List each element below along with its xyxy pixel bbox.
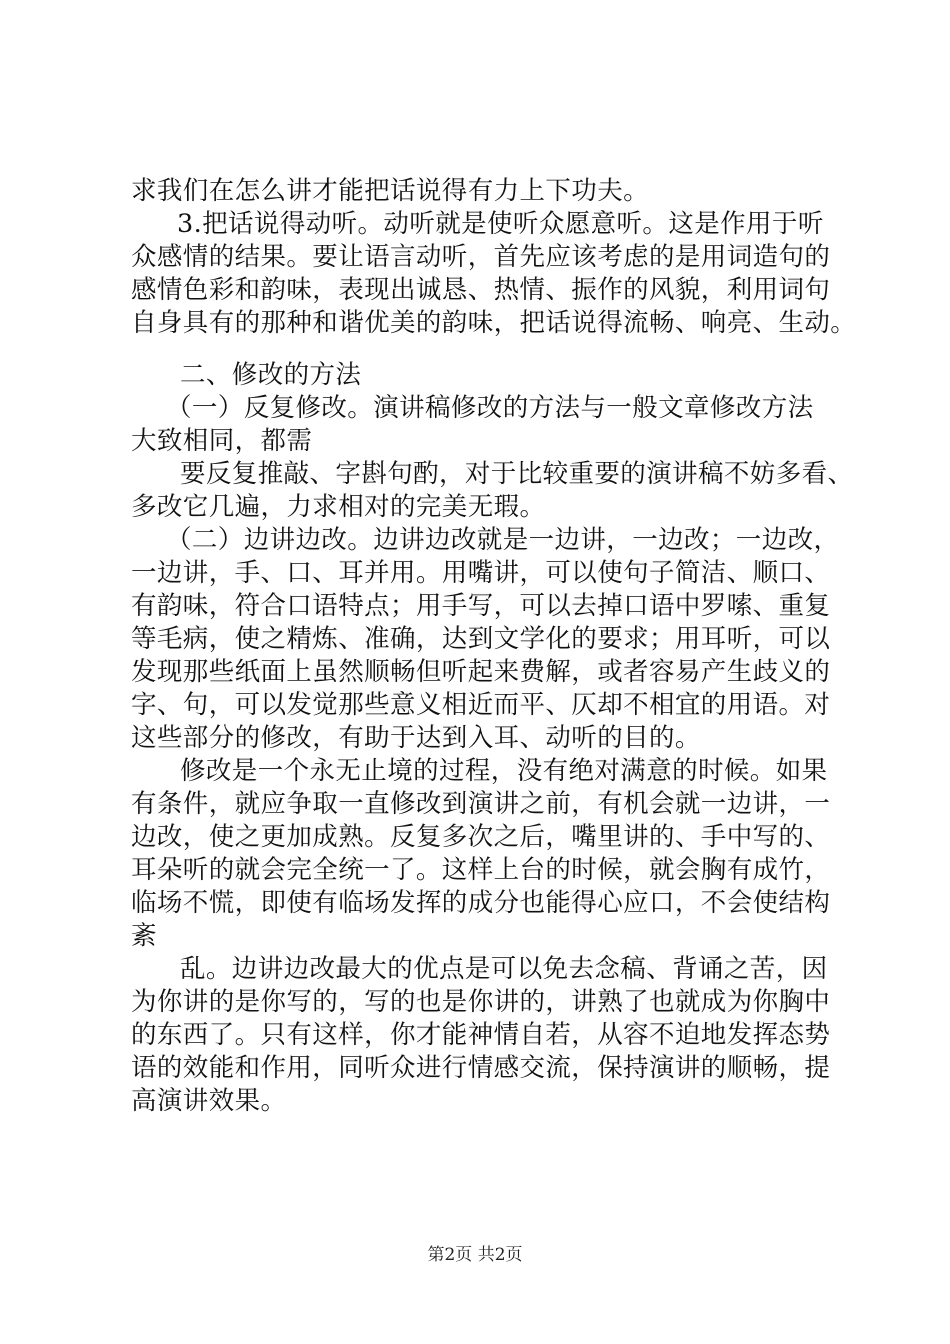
text-line: 修改是一个永无止境的过程，没有绝对满意的时候。如果	[180, 756, 828, 786]
section-heading: 二、修改的方法	[180, 360, 362, 390]
text-line: 有韵味，符合口语特点；用手写，可以去掉口语中罗嗦、重复	[131, 591, 831, 621]
text-line: 等毛病，使之精炼、准确，达到文学化的要求；用耳听，可以	[131, 624, 831, 654]
text-line: 多改它几遍，力求相对的完美无瑕。	[131, 492, 546, 522]
text-line: 一边讲，手、口、耳并用。用嘴讲，可以使句子简洁、顺口、	[131, 558, 831, 588]
text-line: （一）反复修改。演讲稿修改的方法与一般文章修改方法	[166, 393, 814, 423]
text-line: 高演讲效果。	[131, 1086, 287, 1116]
text-line: 自身具有的那种和谐优美的韵味，把话说得流畅、响亮、生动。	[131, 308, 857, 338]
text-line: 众感情的结果。要让语言动听，首先应该考虑的是用词造句的	[131, 242, 831, 272]
text-line: 有条件，就应争取一直修改到演讲之前，有机会就一边讲，一	[131, 789, 831, 819]
text-line: 要反复推敲、字斟句酌，对于比较重要的演讲稿不妨多看、	[180, 459, 854, 489]
text-line: 边改，使之更加成熟。反复多次之后，嘴里讲的、手中写的、	[131, 822, 831, 852]
text-line: 发现那些纸面上虽然顺畅但听起来费解，或者容易产生歧义的	[131, 657, 831, 687]
text-line: （二）边讲边改。边讲边改就是一边讲，一边改；一边改，	[166, 525, 840, 555]
text-line: 求我们在怎么讲才能把话说得有力上下功夫。	[131, 176, 650, 206]
text-line: 为你讲的是你写的，写的也是你讲的，讲熟了也就成为你胸中	[131, 987, 831, 1017]
text-line: 语的效能和作用，同听众进行情感交流，保持演讲的顺畅，提	[131, 1053, 831, 1083]
text-line: 大致相同，都需	[131, 426, 313, 456]
text-line: 字、句，可以发觉那些意义相近而平、仄却不相宜的用语。对	[131, 690, 831, 720]
text-line: 3.把话说得动听。动听就是使听众愿意听。这是作用于听	[177, 209, 824, 239]
text-line: 紊	[131, 921, 157, 951]
text-line: 感情色彩和韵味，表现出诚恳、热情、振作的风貌，利用词句	[131, 275, 831, 305]
page-number-footer: 第2页 共2页	[427, 1245, 523, 1265]
text-line: 临场不慌，即使有临场发挥的成分也能得心应口，不会使结构	[131, 888, 831, 918]
text-line: 这些部分的修改，有助于达到入耳、动听的目的。	[131, 723, 701, 753]
text-line: 的东西了。只有这样，你才能神情自若，从容不迫地发挥态势	[131, 1020, 831, 1050]
text-line: 耳朵听的就会完全统一了。这样上台的时候，就会胸有成竹，	[131, 855, 831, 885]
text-line: 乱。边讲边改最大的优点是可以免去念稿、背诵之苦，因	[180, 954, 828, 984]
